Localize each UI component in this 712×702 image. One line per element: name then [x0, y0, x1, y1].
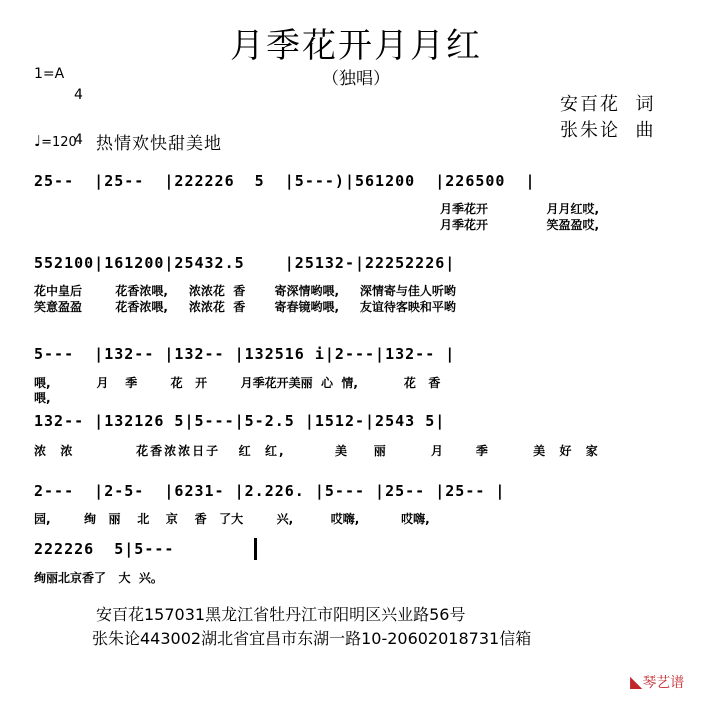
melody-line-4: 132-- |132126 5|5---|5-2.5 |1512-|2543 5|: [34, 412, 446, 430]
expression-marking: 热情欢快甜美地: [96, 134, 222, 154]
final-barline: [254, 538, 257, 560]
time-signature-bottom: 4: [74, 132, 83, 148]
composer-credit: 张朱论 曲: [560, 120, 656, 141]
lyricist-address: 安百花157031黑龙江省牡丹江市阳明区兴业路56号: [96, 605, 466, 624]
quarter-note-icon: ♩: [34, 132, 42, 150]
composer-address: 张朱论443002湖北省宜昌市东湖一路10-20602018731信箱: [92, 629, 532, 648]
lyric-line-3a: 喂, 月 季 花 开 月季花开美丽 心 情, 花 香: [34, 376, 441, 390]
logo-mark-icon: ◣: [630, 672, 643, 691]
melody-line-1: 25-- |25-- |222226 5 |5---)|561200 |226500 |: [34, 172, 536, 190]
logo-text: 琴艺谱: [642, 675, 685, 691]
tempo-marking: [34, 132, 77, 150]
melody-line-5: 2--- |2-5- |6231- |2.226. |5--- |25-- |25-- |: [34, 482, 506, 500]
melody-line-2: 552100|161200|25432.5 |25132-|22252226|: [34, 254, 456, 272]
melody-line-6: 222226 5|5---: [34, 540, 175, 558]
time-signature-top: 4: [74, 87, 83, 103]
lyric-line-2b: 笑意盈盈 花香浓喂, 浓浓花 香 寄春镜哟喂, 友谊待客映和平哟: [34, 300, 456, 314]
lyric-line-1a: 月季花开 月月红哎,: [440, 202, 600, 216]
subtitle: （独唱）: [322, 69, 390, 89]
lyricist-credit: 安百花 词: [560, 94, 656, 115]
lyric-line-5: 园, 绚 丽 北 京 香 了大 兴, 哎嗨, 哎嗨,: [34, 512, 430, 526]
melody-line-3: 5--- |132-- |132-- |132516 i|2---|132-- |: [34, 345, 456, 363]
page-title: 月季花开月月红: [230, 26, 482, 66]
lyric-line-6: 绚丽北京香了 大 兴。: [34, 571, 163, 585]
lyric-line-2a: 花中皇后 花香浓喂, 浓浓花 香 寄深情哟喂, 深情寄与佳人听哟: [34, 284, 456, 298]
key-signature: 1=A: [34, 66, 65, 82]
site-logo: [630, 672, 684, 692]
tempo-value: =120: [41, 135, 77, 150]
lyric-line-1b: 月季花开 笑盈盈哎,: [440, 218, 600, 232]
lyric-line-3b: 喂,: [34, 391, 51, 405]
lyric-line-4: 浓 浓 花香浓浓日子 红 红, 美 丽 月 季 美 好 家: [34, 444, 600, 458]
